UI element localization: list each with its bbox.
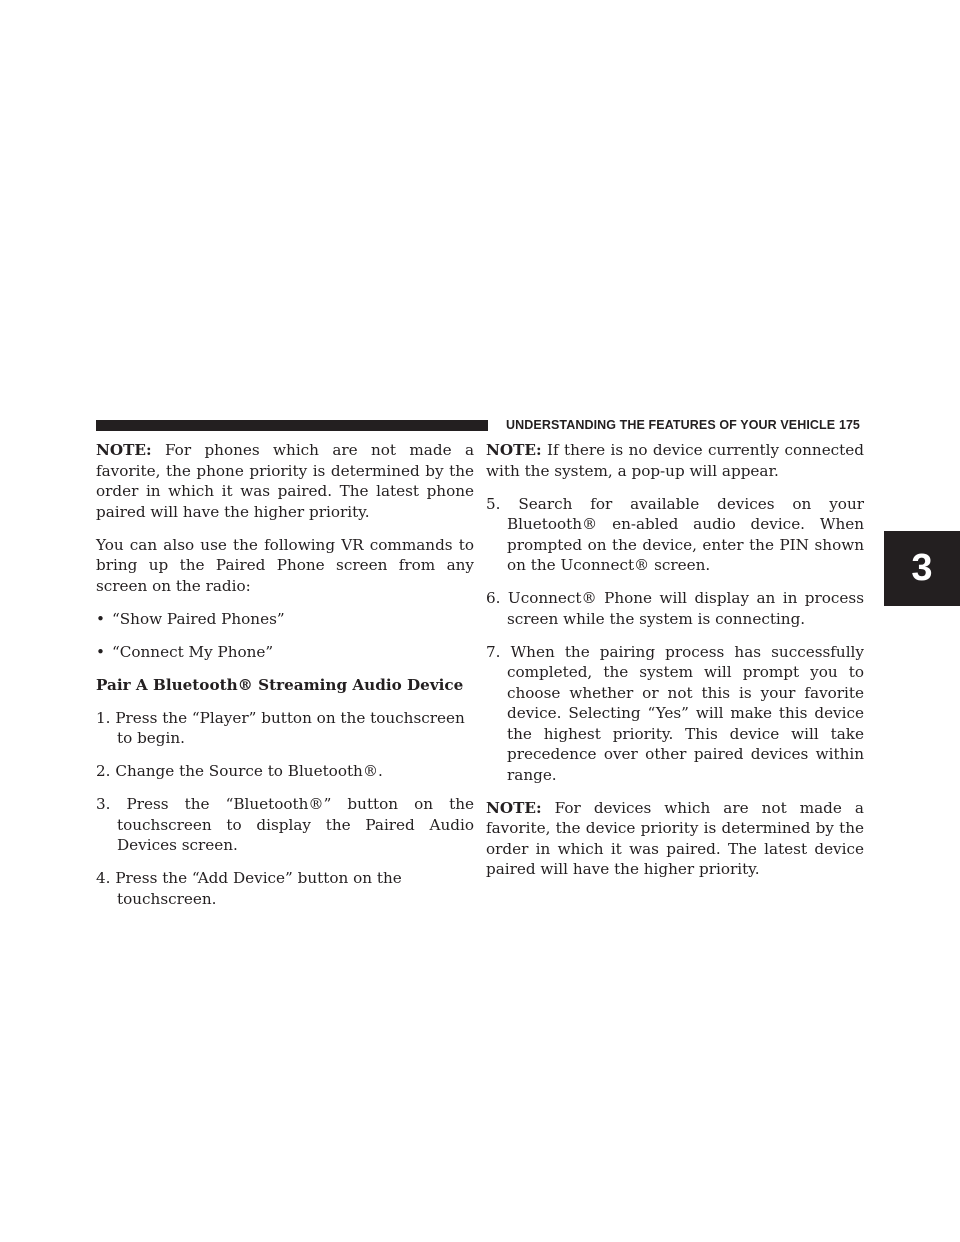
bullet-text: “Connect My Phone” (112, 642, 274, 661)
chapter-tab: 3 (884, 531, 960, 606)
note-paragraph (486, 440, 864, 481)
step-item: 6. Uconnect® Phone will display an in process screen while the system is connecting. (486, 589, 864, 628)
note-paragraph (486, 798, 864, 880)
bullet-item (96, 609, 474, 630)
note-text: If there is no device currently connected with the system, a pop-up will appear. (486, 441, 864, 480)
right-column (486, 440, 864, 892)
note-label: NOTE: (486, 441, 542, 459)
step-item: 5. Search for available devices on your Bluetooth® en-abled audio device. When prompted on the device, enter the PIN shown on the Uconnect® screen. (486, 494, 864, 574)
bullet-text: “Show Paired Phones” (112, 609, 285, 628)
bullet-symbol: • (96, 609, 105, 628)
step-item: 2. Change the Source to Bluetooth®. (96, 762, 383, 780)
step-item: 1. Press the “Player” button on the touchscreen to begin. (96, 708, 465, 747)
section-title: UNDERSTANDING THE FEATURES OF YOUR VEHICLE (506, 418, 836, 432)
note-label: NOTE: (486, 798, 542, 817)
note-paragraph (96, 440, 474, 522)
note-text: For phones which are not made a favorite, the phone priority is determined by the order in which it was paired. The latest phone paired will have the higher priority. (96, 441, 474, 521)
note-label: NOTE: (96, 441, 152, 459)
step-item: 3. Press the “Bluetooth®” button on the touchscreen to display the Paired Audio Devices screen. (96, 795, 474, 854)
step-item: 7. When the pairing process has successfully completed, the system will prompt you to choose whether or not this is your favorite device. Selecting “Yes” will make this device the highest priority. This device will take precedence over other paired devices within range. (486, 642, 864, 784)
section-heading: Pair A Bluetooth® Streaming Audio Device (96, 675, 464, 694)
header-rule (96, 420, 488, 431)
note-text: For devices which are not made a favorite, the device priority is determined by the order in which it was paired. The latest device paired will have the higher priority. (486, 798, 864, 878)
bullet-symbol: • (96, 642, 105, 661)
step-item: 4. Press the “Add Device” button on the touchscreen. (96, 869, 402, 908)
bullet-item (96, 642, 474, 663)
left-column (96, 440, 474, 922)
intro-paragraph: You can also use the following VR commands to bring up the Paired Phone screen from any screen on the radio: (96, 535, 474, 595)
page-number: 175 (839, 418, 860, 432)
